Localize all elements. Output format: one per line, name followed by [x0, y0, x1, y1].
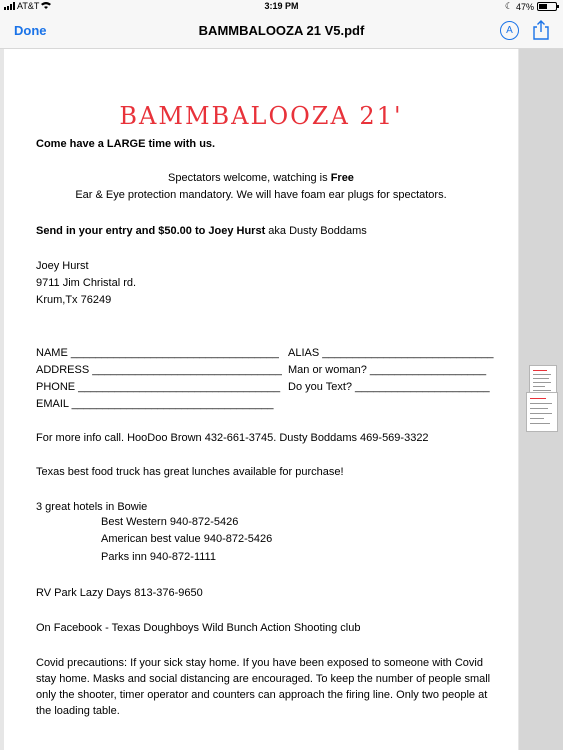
- covid-line: stay home. Masks and social distancing are encouraged. To keep the number of people small: [36, 673, 491, 685]
- hotels-title: 3 great hotels in Bowie: [36, 501, 148, 513]
- form-email-field: EMAIL _________________________________: [36, 398, 274, 410]
- covid-line: only the shooter, timer operator and counters can approach the firing line. Only two people at: [36, 689, 488, 701]
- form-gender-field: Man or woman? ___________________: [288, 364, 487, 376]
- rv-park: RV Park Lazy Days 813-376-9650: [36, 587, 203, 599]
- document-canvas[interactable]: [0, 49, 563, 750]
- hotel-item: Parks inn 940-872-1111: [101, 551, 216, 563]
- spectators-text: Spectators welcome, watching is: [168, 172, 331, 184]
- status-bar: [0, 0, 563, 14]
- done-button[interactable]: Done: [14, 23, 47, 38]
- facebook-line: On Facebook - Texas Doughboys Wild Bunch Action Shooting club: [36, 622, 361, 634]
- share-icon: [532, 20, 550, 40]
- status-right: [505, 1, 557, 12]
- spectators-free: Free: [330, 172, 354, 184]
- form-text-field: Do you Text? ______________________: [288, 381, 490, 393]
- hotel-item: Best Western 940-872-5426: [101, 516, 239, 528]
- page-thumbnail-sidebar[interactable]: [519, 49, 563, 750]
- page-thumbnail[interactable]: [526, 392, 558, 432]
- share-button[interactable]: [532, 20, 550, 40]
- markup-icon: A: [506, 25, 513, 36]
- entry-bold: Send in your entry and $50.00 to Joey Hurst: [36, 225, 266, 237]
- spectators-line: [4, 172, 518, 184]
- carrier-label: AT&T: [17, 1, 40, 11]
- form-address-field: ADDRESS _______________________________: [36, 364, 282, 376]
- entry-rest: aka Dusty Boddams: [265, 225, 367, 237]
- protection-line: Ear & Eye protection mandatory. We will have foam ear plugs for spectators.: [75, 189, 447, 201]
- status-time: 3:19 PM: [264, 1, 299, 11]
- address-line: Joey Hurst: [36, 260, 89, 272]
- form-alias-field: ALIAS ____________________________: [288, 347, 494, 359]
- covid-line: the loading table.: [36, 705, 120, 717]
- address-line: 9711 Jim Christal rd.: [36, 277, 137, 289]
- nav-bar: [0, 14, 563, 49]
- form-phone-field: PHONE _________________________________: [36, 381, 281, 393]
- tagline: Come have a LARGE time with us.: [36, 138, 216, 150]
- address-line: Krum,Tx 76249: [36, 294, 112, 306]
- battery-icon: [537, 2, 557, 11]
- pdf-page: [4, 49, 518, 750]
- more-info: For more info call. HooDoo Brown 432-661-3745. Dusty Boddams 469-569-3322: [36, 432, 429, 444]
- entry-line: [36, 223, 367, 239]
- markup-button[interactable]: [500, 21, 519, 40]
- covid-line: Covid precautions: If your sick stay home. If you have been exposed to someone with Covid: [36, 657, 483, 669]
- form-name-field: NAME __________________________________: [36, 347, 279, 359]
- document-title: BAMMBALOOZA 21 V5.pdf: [198, 23, 365, 38]
- hotel-item: American best value 940-872-5426: [101, 533, 273, 545]
- battery-percent: 47%: [515, 1, 534, 12]
- food-truck: Texas best food truck has great lunches available for purchase!: [36, 466, 344, 478]
- event-heading: BAMMBALOOZA 21': [119, 102, 403, 130]
- moon-icon: ☾: [504, 1, 513, 11]
